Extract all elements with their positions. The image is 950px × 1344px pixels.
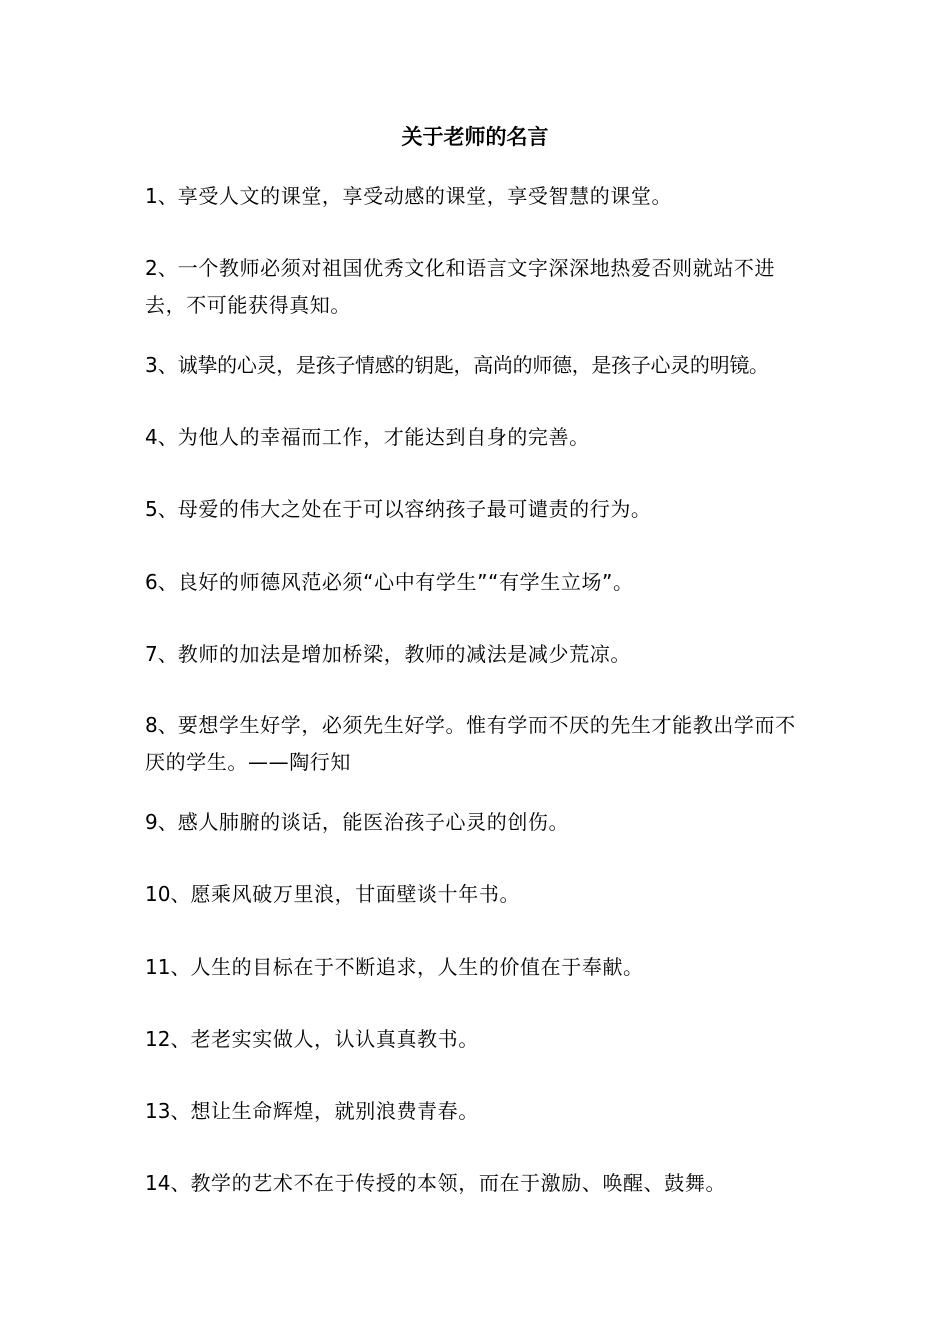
quote-number: 9、 <box>145 810 178 834</box>
quote-text: 教师的加法是增加桥梁，教师的减法是减少荒凉。 <box>177 642 631 666</box>
quote-number: 10、 <box>145 882 191 906</box>
quote-number: 4、 <box>145 425 178 449</box>
quote-item-2 <box>145 250 810 324</box>
quote-text: 想让生命辉煌，就别浪费青春。 <box>190 1099 479 1123</box>
quote-text: 一个教师必须对祖国优秀文化和语言文字深深地热爱否则就站不进去，不可能获得真知。 <box>145 256 776 317</box>
quote-text: 感人肺腑的谈话，能医治孩子心灵的创伤。 <box>177 810 570 834</box>
quote-number: 13、 <box>145 1099 191 1123</box>
quote-item-7 <box>145 636 810 673</box>
quote-item-12 <box>145 1021 810 1058</box>
page-title: 关于老师的名言 <box>401 125 549 149</box>
quote-text: 诚挚的心灵，是孩子情感的钥匙，高尚的师德，是孩子心灵的明镜。 <box>177 353 769 377</box>
quote-item-5 <box>145 491 810 528</box>
quote-item-11 <box>145 949 810 986</box>
quote-text: 良好的师德风范必须“心中有学生”“有学生立场”。 <box>177 570 634 594</box>
quote-number: 5、 <box>145 497 178 521</box>
quote-item-8 <box>145 707 810 781</box>
quote-number: 7、 <box>145 642 178 666</box>
quote-text: 享受人文的课堂，享受动感的课堂，享受智慧的课堂。 <box>177 184 673 208</box>
quote-number: 3、 <box>145 353 178 377</box>
quote-text: 母爱的伟大之处在于可以容纳孩子最可谴责的行为。 <box>177 497 652 521</box>
quote-number: 11、 <box>145 955 191 979</box>
quote-item-6 <box>145 564 810 601</box>
quote-number: 6、 <box>145 570 178 594</box>
quote-number: 8、 <box>145 713 178 737</box>
quote-item-13 <box>145 1093 810 1130</box>
quote-text: 为他人的幸福而工作，才能达到自身的完善。 <box>177 425 590 449</box>
quote-item-1 <box>145 178 810 215</box>
quote-item-10 <box>145 876 810 913</box>
quote-item-9 <box>145 804 810 841</box>
quote-text: 老老实实做人，认认真真教书。 <box>190 1027 479 1051</box>
quote-number: 14、 <box>145 1171 191 1195</box>
quote-number: 12、 <box>145 1027 191 1051</box>
quote-text: 教学的艺术不在于传授的本领，而在于激励、唤醒、鼓舞。 <box>190 1171 727 1195</box>
quote-text: 人生的目标在于不断追求，人生的价值在于奉献。 <box>190 955 644 979</box>
quote-item-14 <box>145 1165 810 1202</box>
quote-item-3 <box>145 347 810 384</box>
quote-number: 1、 <box>145 184 178 208</box>
quote-item-4 <box>145 419 810 456</box>
quote-text: 愿乘风破万里浪，甘面壁谈十年书。 <box>190 882 521 906</box>
quote-text: 要想学生好学，必须先生好学。惟有学而不厌的先生才能教出学而不厌的学生。——陶行知 <box>145 713 796 774</box>
quote-number: 2、 <box>145 256 178 280</box>
